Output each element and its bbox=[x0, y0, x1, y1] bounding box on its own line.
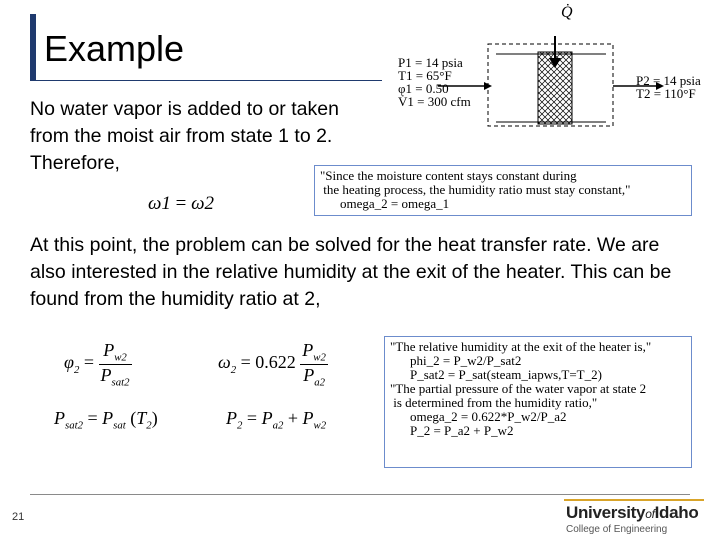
code-line: P_sat2 = P_sat(steam_iapws,T=T_2) bbox=[410, 367, 602, 382]
code-line: P_2 = P_a2 + P_w2 bbox=[410, 423, 514, 438]
logo-college: College of Engineering bbox=[566, 524, 668, 535]
inlet-p1: P1 = 14 psia bbox=[398, 55, 463, 70]
ees-code-box-1 bbox=[314, 165, 692, 216]
code-line: "The relative humidity at the exit of the heater is," bbox=[390, 339, 652, 354]
logo-wordmark: UniversityofIdaho bbox=[566, 503, 699, 522]
psat2-equation: $P_{sat2} = P_{sat}$ $(T_2)$ bbox=[54, 408, 158, 432]
outlet-p2: P2 = 14 psia bbox=[636, 73, 701, 88]
inlet-v1: V̇1 = 300 cfm bbox=[398, 94, 471, 109]
heater-diagram bbox=[398, 4, 720, 136]
intro-text: No water vapor is added to or taken from the moist air from state 1 to 2. Therefore, bbox=[30, 98, 339, 174]
inlet-t1: T1 = 65°F bbox=[398, 68, 452, 83]
omega-1: ω1 bbox=[148, 193, 171, 214]
code-line: the heating process, the humidity ratio must stay constant," bbox=[320, 182, 631, 197]
code-line: omega_2 = 0.622*P_w2/P_a2 bbox=[410, 409, 567, 424]
outlet-state-labels bbox=[636, 74, 701, 100]
omega2-equation: $\omega_2 = 0.622$ $\frac{P_{w2}}{P_{a2}}$ bbox=[218, 340, 326, 389]
heat-label: Q̇ bbox=[561, 4, 573, 21]
ees-code-box-2 bbox=[384, 336, 692, 468]
title-accent-bar bbox=[30, 14, 36, 80]
university-logo bbox=[566, 498, 698, 535]
omega-2: ω2 bbox=[191, 193, 215, 214]
p2-equation: $P_2 = P_{a2} + P_{w2}$ bbox=[226, 408, 327, 432]
code-line: omega_2 = omega_1 bbox=[340, 196, 450, 211]
outlet-t2: T2 = 110°F bbox=[636, 86, 696, 101]
footer-rule bbox=[30, 494, 690, 495]
inlet-state-labels bbox=[398, 56, 471, 108]
omega-equality: ω1 = ω2 bbox=[148, 193, 215, 214]
title-underline bbox=[30, 80, 382, 81]
code-line: "Since the moisture content stays constant during bbox=[320, 168, 577, 183]
code-line: "The partial pressure of the water vapor at state 2 bbox=[390, 381, 647, 396]
code-line: phi_2 = P_w2/P_sat2 bbox=[410, 353, 522, 368]
code-line: is determined from the humidity ratio," bbox=[390, 395, 598, 410]
phi2-equation: $\varphi_2$ = $\frac{P_{w2}}{P_{sat2}}$ bbox=[64, 340, 130, 389]
slide-title: Example bbox=[44, 28, 185, 69]
page-number: 21 bbox=[12, 511, 25, 523]
inlet-phi1: φ1 = 0.50 bbox=[398, 81, 449, 96]
body-paragraph: At this point, the problem can be solved for the heat transfer rate. We are also interested in the relative humidity at the exit of the heater. This can be found from the humidity ratio at 2, bbox=[30, 234, 672, 310]
logo-gold-bar bbox=[564, 499, 704, 501]
